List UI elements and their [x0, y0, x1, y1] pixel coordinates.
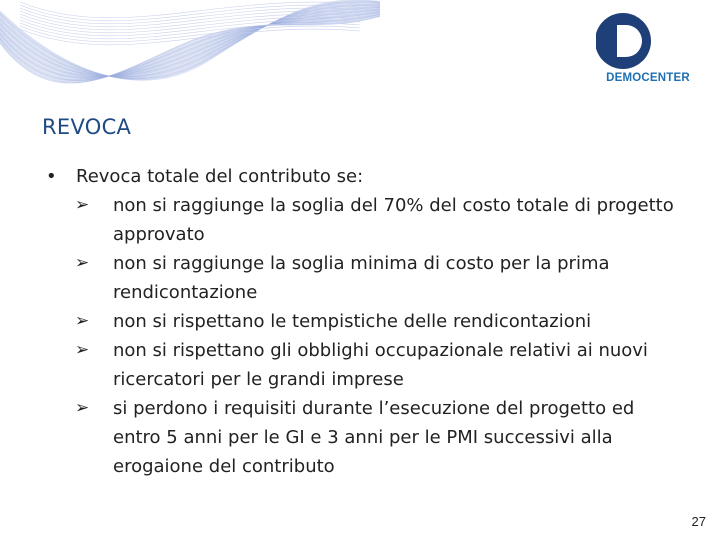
decorative-wave-lines: [0, 0, 380, 110]
list-item-text: non si raggiunge la soglia minima di costo per la prima rendicontazione: [113, 253, 610, 303]
decor-wave-line: [20, 23, 360, 39]
list-item-text: si perdono i requisiti durante l’esecuzione del progetto ed entro 5 anni per le GI e 3 anni per le PMI successivi alla erogaione del contributo: [113, 398, 635, 477]
bullet-dot-icon: •: [46, 166, 57, 187]
list-item: [75, 394, 686, 481]
arrow-bullet-icon: ➢: [75, 398, 90, 418]
arrow-bullet-icon: ➢: [75, 340, 90, 360]
list-item: [75, 191, 686, 249]
main-bullet: [46, 162, 686, 191]
democenter-logo: [596, 12, 700, 88]
arrow-bullet-icon: ➢: [75, 311, 90, 331]
slide-content: [46, 162, 686, 481]
list-item: [75, 336, 686, 394]
logo-text: DEMOCENTER: [606, 72, 690, 84]
main-bullet-text: Revoca totale del contributo se:: [76, 166, 364, 187]
arrow-bullet-icon: ➢: [75, 253, 90, 273]
logo-mark-icon: [596, 12, 700, 72]
list-item: [75, 307, 686, 336]
slide-title: REVOCA: [42, 115, 132, 139]
list-item: [75, 249, 686, 307]
arrow-bullet-icon: ➢: [75, 195, 90, 215]
decor-wave-line: [20, 26, 360, 42]
list-item-text: non si raggiunge la soglia del 70% del costo totale di progetto approvato: [113, 195, 674, 245]
list-item-text: non si rispettano gli obblighi occupazionale relativi ai nuovi ricercatori per le grandi imprese: [113, 340, 648, 390]
list-item-text: non si rispettano le tempistiche delle rendicontazioni: [113, 311, 592, 332]
sub-bullet-list: [46, 191, 686, 481]
page-number: 27: [691, 514, 706, 529]
